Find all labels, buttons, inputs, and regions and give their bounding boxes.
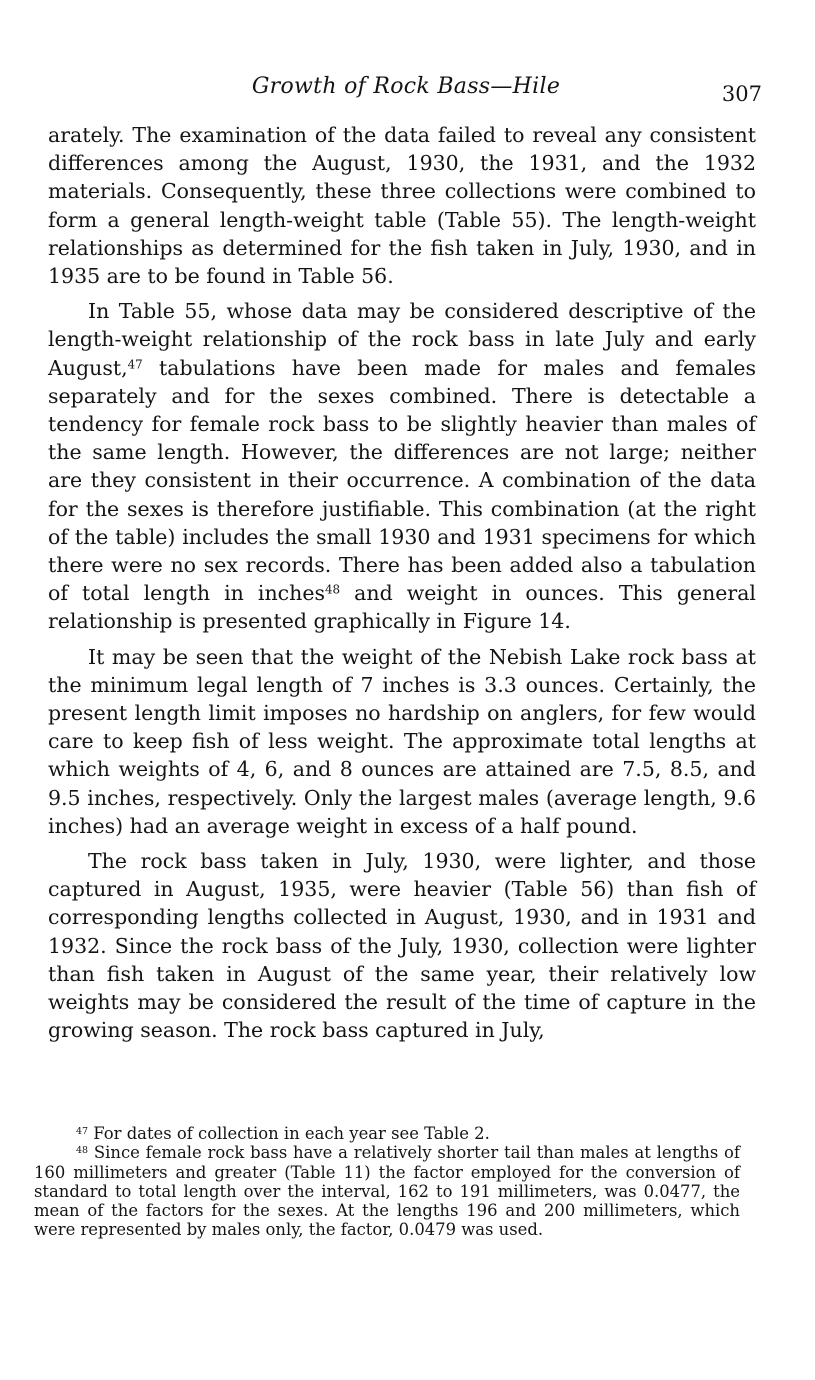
footnote-47-marker: 47 <box>76 1125 89 1137</box>
footnotes <box>34 1124 740 1240</box>
paragraph-2-text-b: tabulations have been made for males and females separately and for the sexes combined. There is detectable a tendency for female rock bass to be slightly heavier than males of the same length. However, the differences are not large; neither are they consistent in their occurrence. A combination of the data for the sexes is therefore justifiable. This combination (at the right of the table) includes the small 1930 and 1931 specimens for which there were no sex records. There has been added also a tabulation of total length in inches <box>48 355 756 606</box>
footnote-47-text: For dates of collection in each year see Table 2. <box>88 1124 490 1143</box>
paragraph-2 <box>48 297 756 635</box>
paragraph-2-text-c: and weight in ounces. This general relationship is presented graphically in Figure 14. <box>48 581 756 634</box>
page-number: 307 <box>721 82 762 106</box>
paragraph-3: It may be seen that the weight of the Nebish Lake rock bass at the minimum legal length of 7 inches is 3.3 ounces. Certainly, the present length limit imposes no hardship on anglers, for few would care to keep fish of less weight. The approximate total lengths at which weights of 4, 6, and 8 ounces are attained are 7.5, 8.5, and 9.5 inches, respectively. Only the largest males (average length, 9.6 inches) had an average weight in excess of a half pound. <box>48 644 756 838</box>
paragraph-2-text-a: In Table 55, whose data may be considered descriptive of the length-weight relationship of the rock bass in late July and early August, <box>48 299 756 380</box>
body-text <box>48 121 756 1052</box>
paragraph-4: The rock bass taken in July, 1930, were lighter, and those captured in August, 1935, were heavier (Table 56) than fish of corresponding lengths collected in August, 1930, and in 1931 and 1932. Since the rock bass of the July, 1930, collection were lighter than fish taken in August of the same year, their relatively low weights may be considered the result of the time of capture in the growing season. The rock bass captured in July, <box>48 849 756 1043</box>
footnote-48 <box>34 1143 740 1239</box>
footnote-48-text: Since female rock bass have a relatively shorter tail than males at lengths of 160 millimeters and greater (Table 11) the factor employed for the conversion of standard to total length over the interval, 162 to 191 millimeters, was 0.0477, the mean of the factors for the sexes. At the lengths 196 and 200 millimeters, which were represented by males only, the factor, 0.0479 was used. <box>34 1143 740 1240</box>
paragraph-1: arately. The examination of the data failed to reveal any consistent differences among the August, 1930, the 1931, and the 1932 materials. Consequently, these three collections were combined to form a general length-weight table (Table 55). The length-weight relationships as determined for the fish taken in July, 1930, and in 1935 are to be found in Table 56. <box>48 123 756 289</box>
footnote-ref-47: 47 <box>127 357 143 372</box>
footnote-47 <box>34 1124 740 1143</box>
footnote-ref-48: 48 <box>325 582 341 597</box>
footnote-48-marker: 48 <box>76 1145 89 1157</box>
running-head <box>50 74 762 110</box>
running-title: Growth of Rock Bass—Hile <box>251 74 561 99</box>
